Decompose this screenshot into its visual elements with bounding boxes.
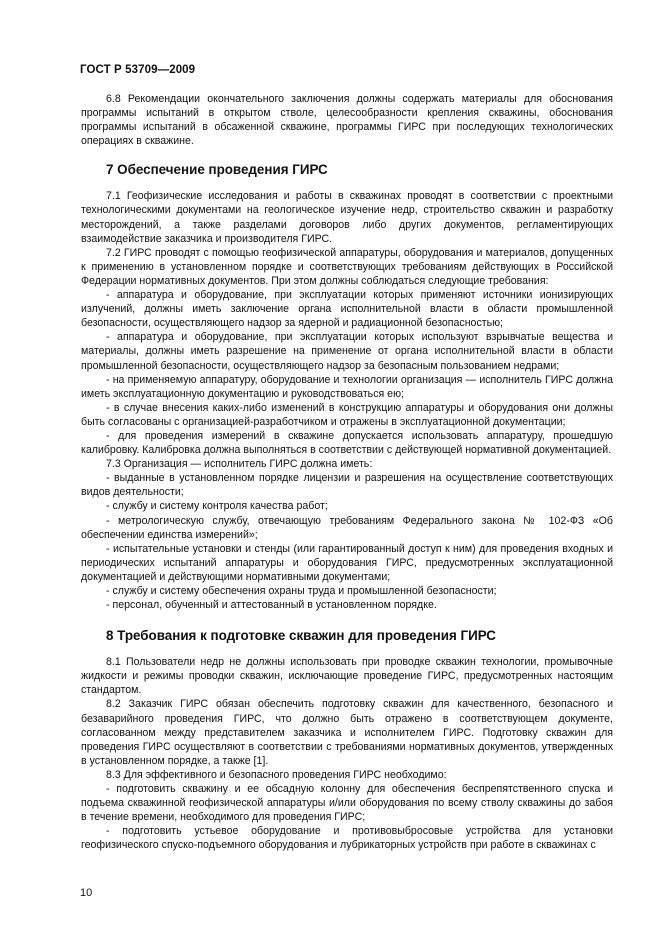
list-item: - подготовить скважину и ее обсадную колонну для обеспечения беспрепятственного спуска и подъема скважинной геофизической аппаратуры и/или оборудования по всему стволу скважины до забоя в течение времени, необходимого для проведения ГИРС; [81,783,613,824]
paragraph-6-8: 6.8 Рекомендации окончательного заключения должны содержать материалы для обоснования программы испытаний в открытом стволе, целесообразности крепления скважины, обоснования программы испытаний в обсаженной скважине, программы ГИРС при последующих технологических операциях в скважине. [81,93,613,148]
list-item: - аппаратура и оборудование, при эксплуатации которых используют взрывчатые вещества и материалы, должны иметь разрешение на применение от органа исполнительной власти в области промышленной безопасности, осуществляющего надзор за безопасным пользованием недрами; [81,331,613,372]
list-item: - персонал, обученный и аттестованный в установленном порядке. [106,599,437,612]
list-item: - службу и систему контроля качества работ; [106,500,328,513]
list-item: - выданные в установленном порядке лицензии и разрешения на осуществление соответствующих видов деятельности; [81,472,613,499]
page-number: 10 [80,887,93,899]
paragraph-8-3: 8.3 Для эффективного и безопасного проведения ГИРС необходимо: [106,768,447,781]
section-8-heading: 8 Требования к подготовке скважин для проведения ГИРС [106,628,496,644]
document-code-header: ГОСТ Р 53709—2009 [80,64,196,76]
list-item: - аппаратура и оборудование, при эксплуатации которых применяют источники ионизирующих излучений, должны иметь заключение органа исполнительной власти в области промышленной безопасности, осуществляющего надзор за ядерной и радиационной безопасностью; [81,289,613,330]
list-item: - в случае внесения каких-либо изменений в конструкцию аппаратуры и оборудования они должны быть согласованы с организацией-разработчиком и отражены в эксплуатационной документации; [81,401,613,428]
list-item: - для проведения измерений в скважине допускается использовать аппаратуру, прошедшую калибровку. Калибровка должна выполняться в соответствии с действующей нормативной документацией. [81,429,613,457]
paragraph-7-2: 7.2 ГИРС проводят с помощью геофизической аппаратуры, оборудования и материалов, допущенных к применению в установленном порядке и соответствующих требованиям действующих в Российской Федерации нормативных документов. При этом должны соблюдаться следующие требования: [81,246,613,287]
list-item: - на применяемую аппаратуру, оборудование и технологии организация — исполнитель ГИРС должна иметь эксплуатационную документацию и руководствоваться ею; [81,373,613,400]
paragraph-7-3: 7.3 Организация — исполнитель ГИРС должна иметь: [106,458,373,471]
list-item: - службу и систему обеспечения охраны труда и промышленной безопасности; [106,585,497,597]
document-body [81,92,613,853]
section-7-heading: 7 Обеспечение проведения ГИРС [106,162,328,178]
paragraph-8-2: 8.2 Заказчик ГИРС обязан обеспечить подготовку скважин для качественного, безопасного и безаварийного проведения ГИРС, что должно быть отражено в соответствующем документе, согласованном между представителем заказчика и исполнителем ГИРС. Подготовку скважин для проведения ГИРС осуществляют в соответствии с требованиями нормативных документов, утвержденных в установленном порядке, а также [1]. [81,698,613,767]
list-item: - подготовить устьевое оборудование и противовыбросовые устройства для установки геофизического спуско-подъемного оборудования и лубрикаторных устройств при работе в скважинах с [81,825,613,852]
paragraph-8-1: 8.1 Пользователи недр не должны использовать при проводке скважин технологии, промывочные жидкости и режимы проводки скважин, исключающие проведение ГИРС, предусмотренных настоящим стандартом. [81,656,613,697]
list-item: - метрологическую службу, отвечающую требованиям Федерального закона № 102-ФЗ «Об обеспечении единства измерений»; [81,514,613,541]
list-item: - испытательные установки и стенды (или гарантированный доступ к ним) для проведения входных и периодических испытаний аппаратуры и оборудования ГИРС, предусмотренных эксплуатационной документацией и действующими нормативными документами; [81,542,613,583]
paragraph-7-1: 7.1 Геофизические исследования и работы в скважинах проводят в соответствии с проектными технологическими документами на геологическое изучение недр, строительство скважин и разработку месторождений, а также разделами договоров либо других документов, регламентирующих взаимодействие заказчика и производителя ГИРС. [81,190,613,245]
